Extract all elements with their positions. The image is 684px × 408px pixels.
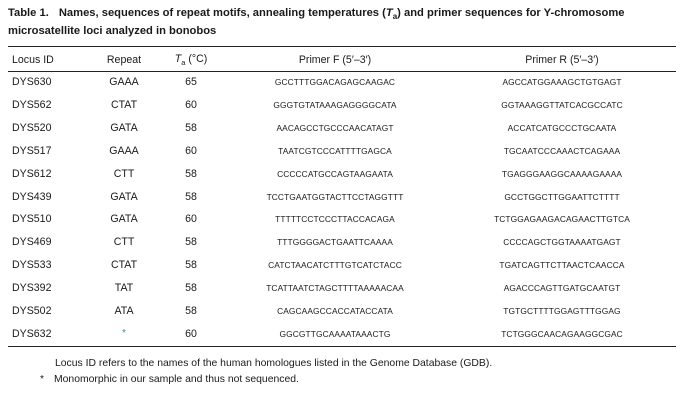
- primer-table: [8, 49, 676, 345]
- ta-cell: 60: [185, 327, 197, 340]
- header-repeat: Repeat: [106, 54, 142, 66]
- repeat-cell: GATA: [110, 213, 138, 226]
- primer-f-cell: GCCTTTGGACAGAGCAAGAC: [274, 77, 396, 88]
- locus-cell: DYS392: [12, 282, 52, 295]
- ta-cell: 58: [185, 236, 197, 249]
- ta-cell: 58: [185, 122, 197, 135]
- ta-cell: 60: [185, 99, 197, 112]
- footnote-monomorphic: [40, 373, 299, 387]
- header-ta-subscript: a: [181, 58, 186, 68]
- locus-cell: DYS632: [12, 327, 52, 340]
- repeat-cell: CTAT: [110, 259, 138, 272]
- table-row: [8, 299, 676, 322]
- primer-f-cell: TAATCGTCCCATTTTGAGCA: [278, 145, 392, 156]
- locus-cell: DYS439: [12, 190, 52, 203]
- caption-label: Table 1.: [8, 7, 49, 19]
- table-row: [8, 71, 676, 94]
- caption-ta-symbol: T: [385, 7, 393, 19]
- ta-cell: 58: [185, 259, 197, 272]
- primer-f-cell: CCCCCATGCCAGTAAGAATA: [277, 168, 393, 179]
- caption-text-after: ) and primer sequences for Y-chromosome microsatellite loci analyzed in bonobos: [8, 7, 625, 38]
- repeat-cell: GAAA: [109, 144, 139, 157]
- primer-f-cell: TTTTTCCTCCCTTACCACAGA: [275, 214, 395, 225]
- primer-r-cell: GGTAAAGGTTATCACGCCATC: [501, 100, 623, 111]
- table-row: [8, 117, 676, 140]
- primer-r-cell: TCTGGGCAACAGAAGGCGAC: [501, 328, 623, 339]
- table-row: [8, 231, 676, 254]
- primer-r-cell: ACCATCATGCCCTGCAATA: [507, 123, 617, 134]
- table-caption: [8, 6, 676, 39]
- locus-cell: DYS502: [12, 304, 52, 317]
- ta-cell: 58: [185, 282, 197, 295]
- table-row: [8, 185, 676, 208]
- caption-ta-subscript: a: [392, 12, 398, 22]
- header-ta-unit: (°C): [185, 52, 208, 65]
- locus-cell: DYS520: [12, 122, 52, 135]
- locus-cell: DYS612: [12, 167, 52, 180]
- ta-cell: 58: [185, 167, 197, 180]
- locus-cell: DYS630: [12, 76, 52, 89]
- top-rule: [8, 46, 676, 47]
- repeat-cell: CTAT: [110, 99, 138, 112]
- footnote-locus-id: Locus ID refers to the names of the human homologues listed in the Genome Database (GDB).: [55, 358, 493, 369]
- ta-cell: 60: [185, 213, 197, 226]
- locus-cell: DYS562: [12, 99, 52, 112]
- primer-f-cell: GGCGTTGCAAAATAAACTG: [279, 328, 391, 339]
- table-row: [8, 254, 676, 277]
- locus-cell: DYS510: [12, 213, 52, 226]
- repeat-cell: GATA: [110, 190, 138, 203]
- table-row: [8, 162, 676, 185]
- primer-r-cell: AGACCCAGTTGATGCAATGT: [503, 283, 621, 294]
- header-annealing-temp: [160, 49, 222, 71]
- table-row: [8, 322, 676, 345]
- ta-cell: 65: [185, 76, 197, 89]
- primer-r-cell: TCTGGAGAAGACAGAACTTGTCA: [494, 214, 630, 225]
- header-locus-id: Locus ID: [12, 54, 54, 66]
- primer-f-cell: TTTGGGGACTGAATTCAAAA: [277, 237, 393, 248]
- primer-r-cell: TGCAATCCCAAACTCAGAAA: [503, 145, 621, 156]
- primer-f-cell: AACAGCCTGCCCAACATAGT: [276, 123, 394, 134]
- repeat-cell: ATA: [114, 304, 134, 317]
- primer-r-cell: AGCCATGGAAAGCTGTGAGT: [502, 77, 622, 88]
- repeat-cell: GAAA: [109, 76, 139, 89]
- footnote-asterisk: *: [40, 374, 45, 385]
- primer-r-cell: CCCCAGCTGGTAAAATGAGT: [503, 237, 621, 248]
- locus-cell: DYS533: [12, 259, 52, 272]
- primer-r-cell: TGTGCTTTTGGAGTTTGGAG: [503, 305, 621, 316]
- header-row: [8, 49, 676, 71]
- primer-f-cell: GGGTGTATAAAGAGGGGCATA: [273, 100, 397, 111]
- header-primer-r: Primer R (5′–3′): [525, 54, 599, 66]
- locus-cell: DYS469: [12, 236, 52, 249]
- repeat-cell: *: [122, 328, 126, 340]
- table-row: [8, 277, 676, 300]
- table-row: [8, 208, 676, 231]
- primer-f-cell: CATCTAACATCTTTGTCATCTACC: [268, 260, 402, 271]
- repeat-cell: CTT: [113, 236, 135, 249]
- ta-cell: 58: [185, 304, 197, 317]
- primer-f-cell: TCCTGAATGGTACTTCCTAGGTTT: [266, 191, 404, 202]
- locus-cell: DYS517: [12, 144, 52, 157]
- repeat-cell: CTT: [113, 167, 135, 180]
- header-ta-symbol: T: [174, 52, 182, 65]
- repeat-cell: GATA: [110, 122, 138, 135]
- ta-cell: 60: [185, 144, 197, 157]
- primer-r-cell: GCCTGGCTTGGAATTCTTTT: [504, 191, 620, 202]
- primer-r-cell: TGATCAGTTCTTAACTCAACCA: [499, 260, 625, 271]
- table-row: [8, 94, 676, 117]
- ta-cell: 58: [185, 190, 197, 203]
- caption-text-before: Names, sequences of repeat motifs, annealing temperatures (: [58, 7, 386, 19]
- primer-f-cell: CAGCAAGCCACCATACCATA: [277, 305, 393, 316]
- table-row: [8, 140, 676, 163]
- primer-f-cell: TCATTAATCTAGCTTTTAAAAACAA: [266, 283, 404, 294]
- bottom-rule: [8, 346, 676, 347]
- primer-r-cell: TGAGGGAAGGCAAAAGAAAA: [501, 168, 623, 179]
- footnote-monomorphic-text: Monomorphic in our sample and thus not sequenced.: [54, 374, 299, 385]
- header-primer-f: Primer F (5′–3′): [298, 54, 372, 66]
- repeat-cell: TAT: [114, 282, 134, 295]
